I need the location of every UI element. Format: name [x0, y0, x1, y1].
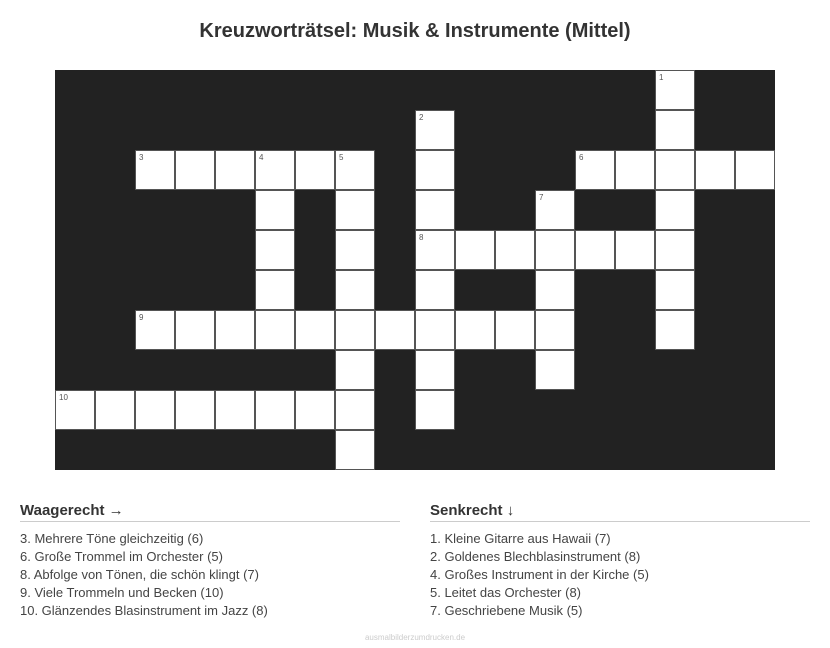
grid-cell[interactable] — [215, 310, 255, 350]
grid-cell[interactable] — [55, 390, 95, 430]
grid-cell[interactable] — [455, 310, 495, 350]
grid-cell[interactable] — [175, 310, 215, 350]
grid-cell[interactable] — [95, 390, 135, 430]
grid-cell[interactable] — [615, 150, 655, 190]
grid-cell[interactable] — [655, 270, 695, 310]
clue-number: 4 — [259, 153, 264, 162]
down-heading: Senkrecht ↓ — [430, 502, 810, 522]
grid-cell[interactable] — [135, 150, 175, 190]
grid-cell[interactable] — [615, 230, 655, 270]
grid-cell[interactable] — [415, 350, 455, 390]
grid-cell[interactable] — [335, 310, 375, 350]
grid-cell[interactable] — [655, 190, 695, 230]
crossword-grid — [55, 70, 775, 470]
down-clue: 5. Leitet das Orchester (8) — [430, 585, 582, 600]
clue-number: 9 — [139, 313, 144, 322]
grid-cell[interactable] — [175, 150, 215, 190]
across-clue: 8. Abfolge von Tönen, die schön klingt (7) — [20, 567, 259, 582]
grid-cell[interactable] — [335, 390, 375, 430]
across-clue: 10. Glänzendes Blasinstrument im Jazz (8) — [20, 603, 268, 618]
grid-cell[interactable] — [575, 150, 615, 190]
across-clues-panel — [20, 502, 400, 620]
grid-cell[interactable] — [655, 110, 695, 150]
grid-cell[interactable] — [695, 150, 735, 190]
grid-cell[interactable] — [295, 150, 335, 190]
grid-cell[interactable] — [255, 150, 295, 190]
across-clue: 9. Viele Trommeln und Becken (10) — [20, 585, 224, 600]
grid-cell[interactable] — [335, 230, 375, 270]
grid-cell[interactable] — [375, 310, 415, 350]
grid-cell[interactable] — [255, 270, 295, 310]
grid-cell[interactable] — [415, 150, 455, 190]
grid-cell[interactable] — [335, 350, 375, 390]
grid-cell[interactable] — [215, 390, 255, 430]
grid-cell[interactable] — [335, 190, 375, 230]
grid-cell[interactable] — [255, 390, 295, 430]
grid-cell[interactable] — [335, 150, 375, 190]
grid-cell[interactable] — [415, 110, 455, 150]
grid-cell[interactable] — [295, 390, 335, 430]
grid-cell[interactable] — [535, 350, 575, 390]
grid-cell[interactable] — [655, 230, 695, 270]
grid-cell[interactable] — [335, 430, 375, 470]
grid-cell[interactable] — [535, 270, 575, 310]
clue-number: 7 — [539, 193, 544, 202]
down-clue: 4. Großes Instrument in der Kirche (5) — [430, 567, 649, 582]
down-clue: 2. Goldenes Blechblasinstrument (8) — [430, 549, 641, 564]
across-clue: 3. Mehrere Töne gleichzeitig (6) — [20, 531, 204, 546]
grid-cell[interactable] — [135, 390, 175, 430]
down-clue: 1. Kleine Gitarre aus Hawaii (7) — [430, 531, 611, 546]
grid-cell[interactable] — [295, 310, 335, 350]
grid-cell[interactable] — [415, 390, 455, 430]
grid-cell[interactable] — [455, 230, 495, 270]
clue-number: 1 — [659, 73, 664, 82]
grid-cell[interactable] — [215, 150, 255, 190]
grid-cell[interactable] — [415, 230, 455, 270]
grid-cell[interactable] — [535, 190, 575, 230]
grid-cell[interactable] — [655, 150, 695, 190]
grid-cell[interactable] — [575, 230, 615, 270]
across-clue: 6. Große Trommel im Orchester (5) — [20, 549, 223, 564]
clue-number: 6 — [579, 153, 584, 162]
grid-cell[interactable] — [415, 190, 455, 230]
grid-cell[interactable] — [495, 230, 535, 270]
grid-cell[interactable] — [535, 230, 575, 270]
grid-cell[interactable] — [655, 70, 695, 110]
grid-cell[interactable] — [335, 270, 375, 310]
grid-cell[interactable] — [175, 390, 215, 430]
clue-number: 8 — [419, 233, 424, 242]
grid-cell[interactable] — [255, 190, 295, 230]
clue-number: 3 — [139, 153, 144, 162]
down-clues-panel — [430, 502, 810, 620]
grid-cell[interactable] — [495, 310, 535, 350]
grid-cell[interactable] — [535, 310, 575, 350]
grid-cell[interactable] — [135, 310, 175, 350]
across-heading: Waagerecht → — [20, 502, 400, 522]
grid-cell[interactable] — [255, 310, 295, 350]
footer-credit: ausmalbilderzumdrucken.de — [364, 633, 466, 642]
grid-cell[interactable] — [655, 310, 695, 350]
grid-cell[interactable] — [415, 310, 455, 350]
clue-number: 2 — [419, 113, 424, 122]
grid-cell[interactable] — [415, 270, 455, 310]
grid-cell[interactable] — [735, 150, 775, 190]
grid-cell[interactable] — [255, 230, 295, 270]
down-clue: 7. Geschriebene Musik (5) — [430, 603, 583, 618]
clue-number: 10 — [59, 393, 68, 402]
puzzle-title: Kreuzworträtsel: Musik & Instrumente (Mittel) — [199, 20, 631, 42]
clue-number: 5 — [339, 153, 344, 162]
